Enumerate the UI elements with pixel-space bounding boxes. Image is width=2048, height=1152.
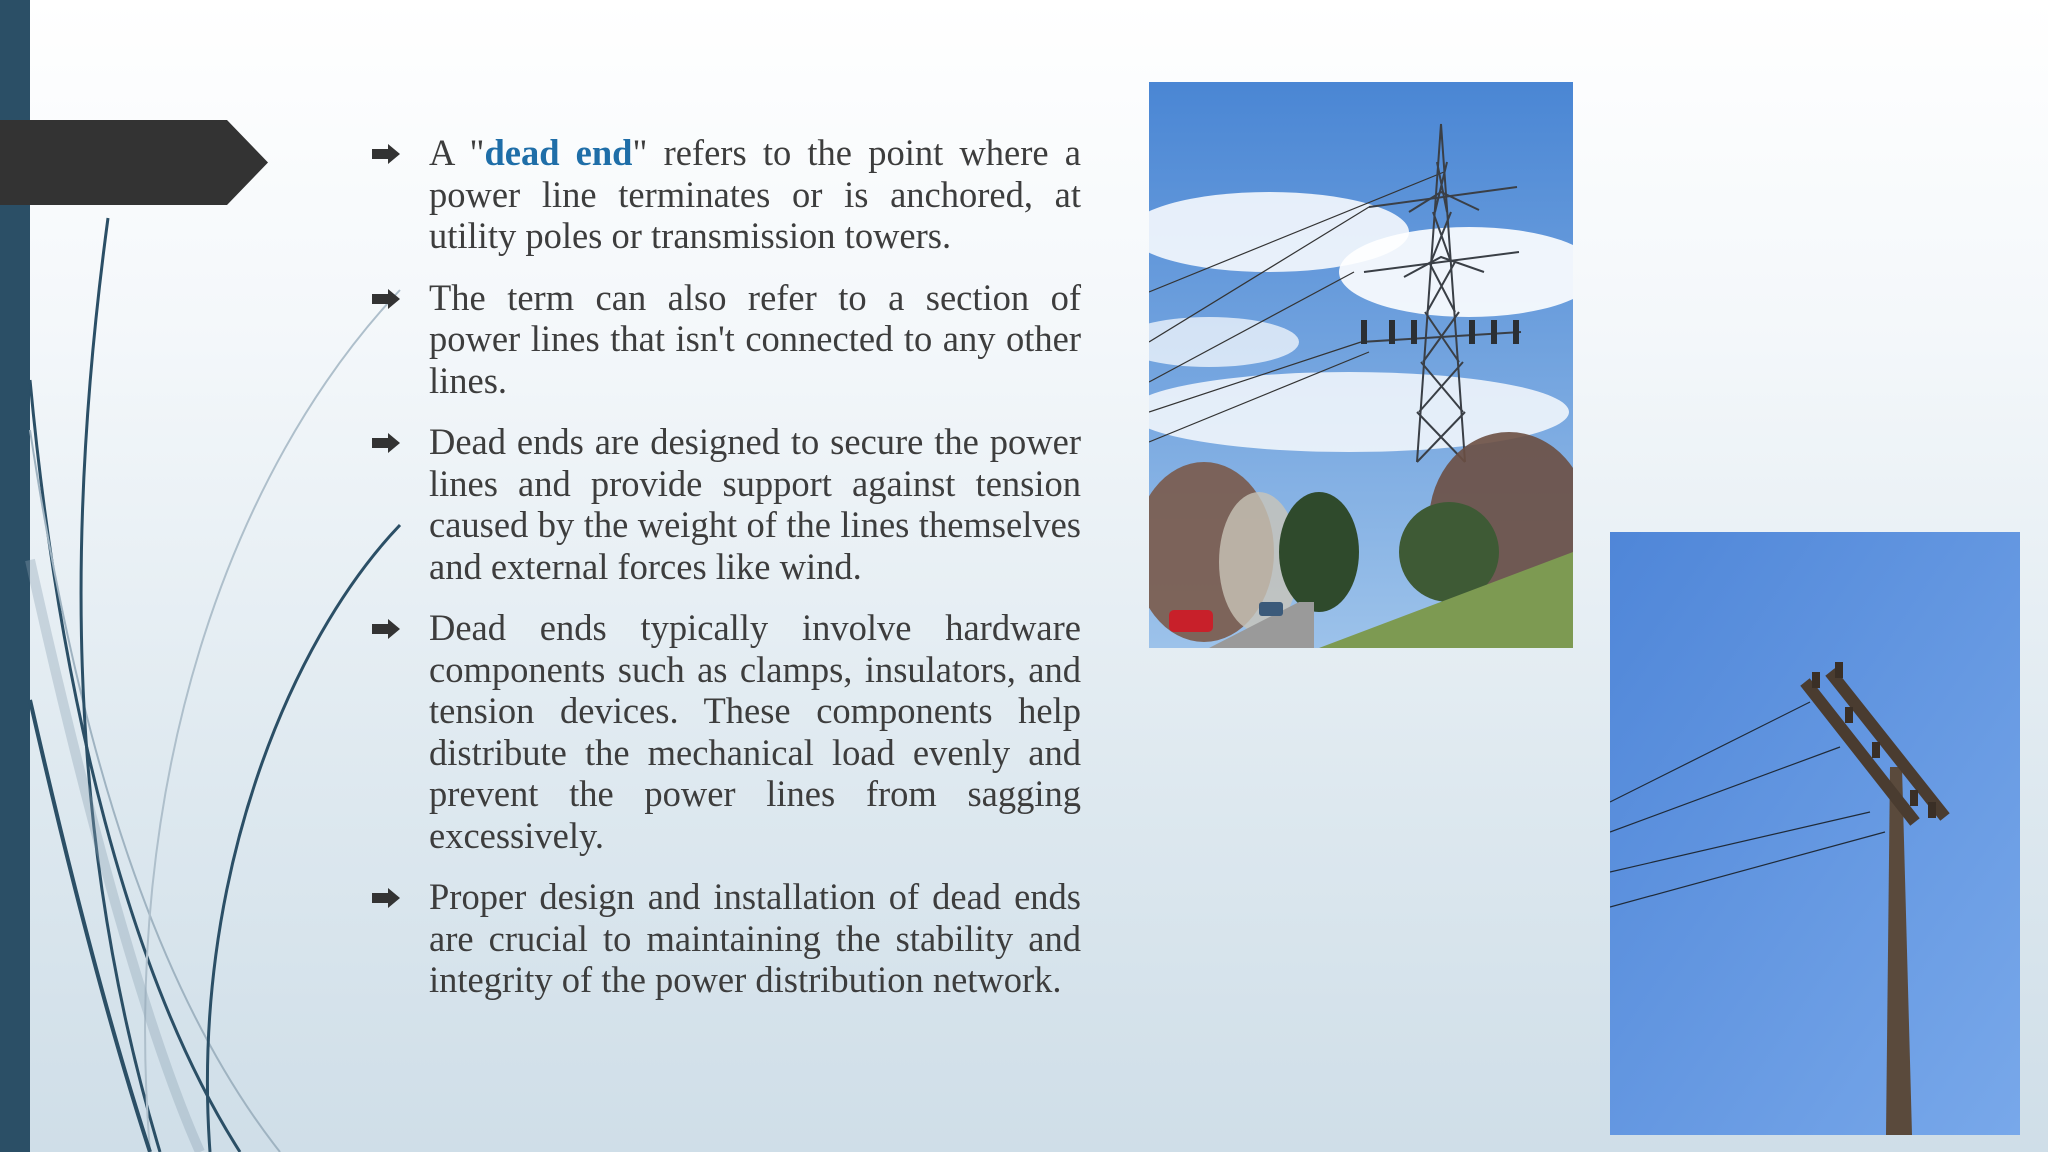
pole-illustration (1610, 532, 2020, 1135)
utility-pole-photo (1610, 532, 2020, 1135)
arrow-bullet-icon (372, 888, 402, 908)
bullet-item-unconnected-section (370, 277, 1081, 402)
bullet-text: Dead ends are designed to secure the power lines and provide support against tension caused by the weight of the lines themselves and external forces like wind. (429, 421, 1081, 587)
bullet-list (370, 132, 1081, 1001)
bullet-item-dead-end-definition (370, 132, 1081, 257)
content-area (370, 132, 1081, 1021)
arrow-bullet-icon (372, 619, 402, 639)
highlighted-term: dead end (484, 132, 633, 173)
bullet-text-suffix: " refers to the point where a power line terminates or is anchored, at utility poles or transmission towers. (429, 132, 1081, 256)
tower-illustration (1149, 82, 1573, 648)
arrow-bullet-icon (372, 289, 402, 309)
bullet-text: Dead ends typically involve hardware components such as clamps, insulators, and tension devices. These components help distribute the mechanical load evenly and prevent the power lines from sagging excessively. (429, 607, 1081, 856)
bullet-item-proper-design (370, 876, 1081, 1001)
transmission-tower-photo (1149, 82, 1573, 648)
arrow-tab-shape (0, 120, 268, 205)
bullet-item-hardware-components (370, 607, 1081, 856)
bullet-item-secure-lines (370, 421, 1081, 587)
bullet-text: The term can also refer to a section of power lines that isn't connected to any other lines. (429, 276, 1081, 401)
bullet-text-prefix: A " (429, 132, 485, 173)
arrow-bullet-icon (372, 144, 402, 164)
arrow-bullet-icon (372, 433, 402, 453)
bullet-text: Proper design and installation of dead ends are crucial to maintaining the stability and integrity of the power distribution network. (429, 876, 1081, 1000)
